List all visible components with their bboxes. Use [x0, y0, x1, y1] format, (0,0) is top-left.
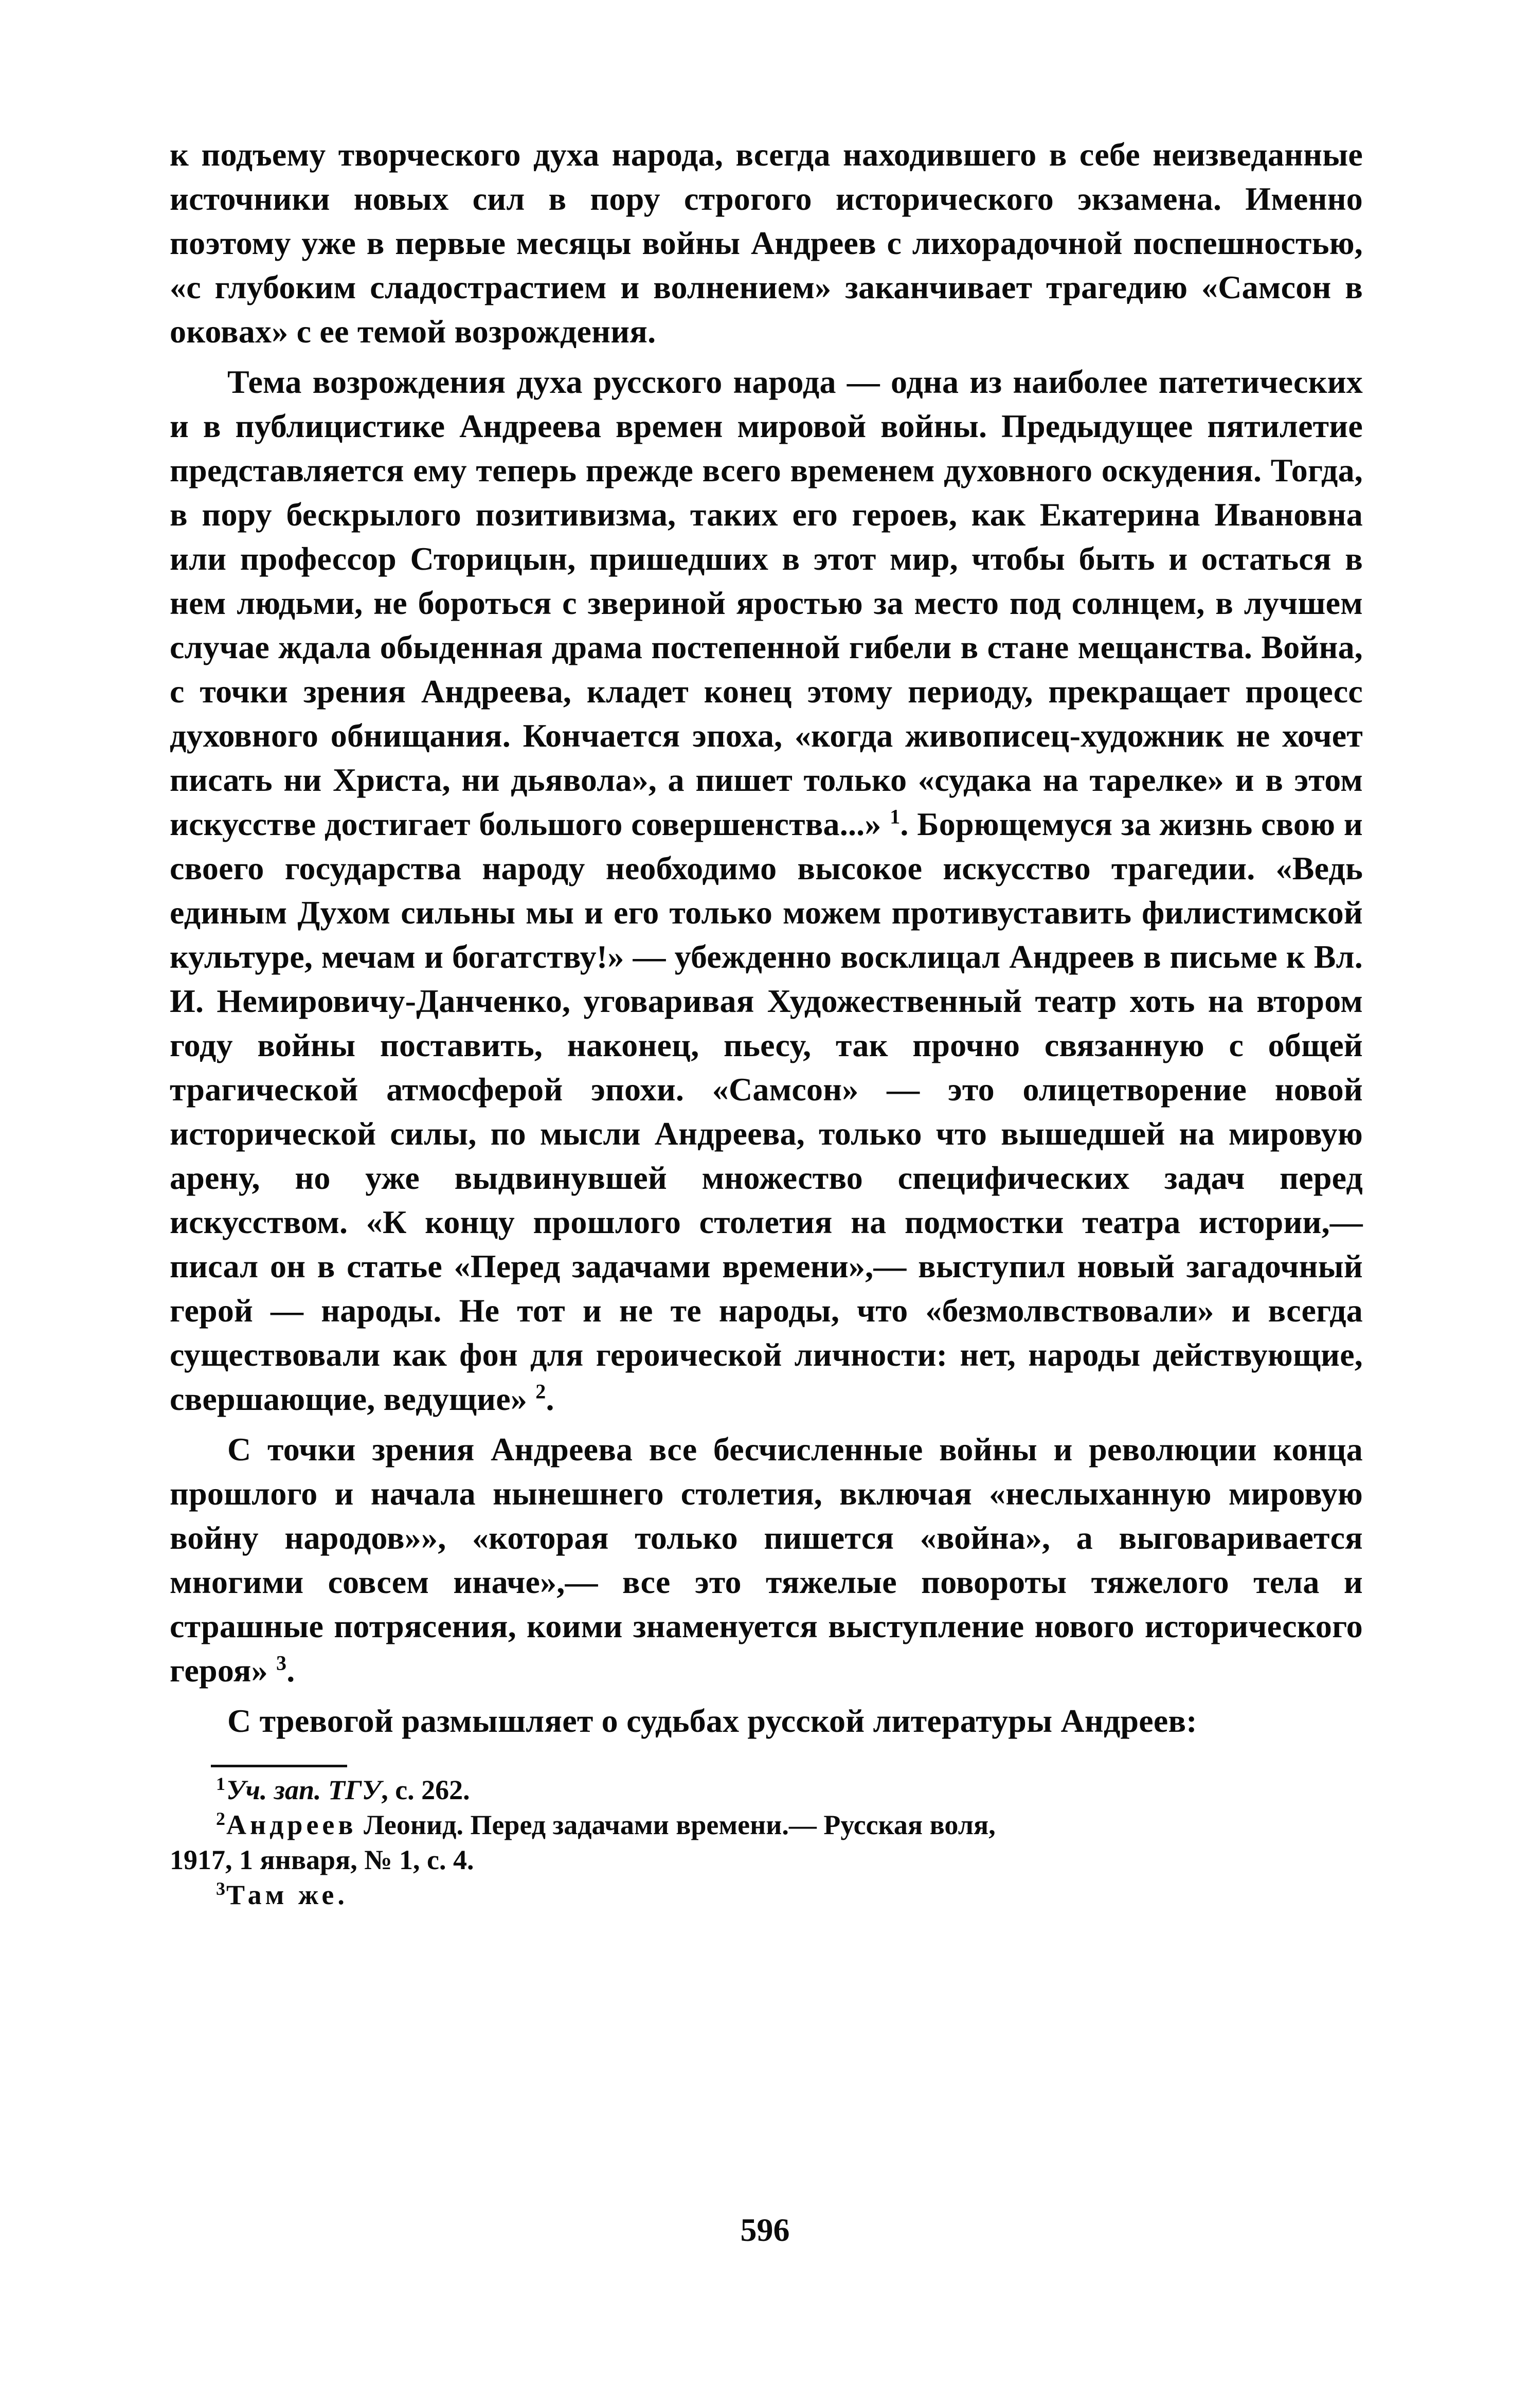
footnote-source: Уч. зап. ТГУ: [226, 1775, 382, 1805]
paragraph: [170, 1699, 1363, 1743]
footnote-text: , с. 262.: [381, 1775, 470, 1805]
footnote-text: Леонид. Перед задачами времени.— Русская воля,: [356, 1809, 996, 1840]
footnotes: [170, 1772, 1363, 1912]
footnote: 3 Там же.: [216, 1878, 348, 1910]
footnote-ref[interactable]: 3: [276, 1651, 287, 1675]
page-body: [170, 133, 1363, 1912]
paragraph-text: Тема возрождения духа русского народа — одна из наиболее патетических и в публицистике Андреева времен мировой войны. Предыдущее пятилетие представляется ему теперь прежде всего временем духовного оскудения. Тогда, в пору бескрылого позитивизма, таких его героев, как Екатерина Ивановна или профессор Сторицын, пришедших в этот мир, чтобы быть и остаться в нем людьми, не бороться с звериной яростью за место под солнцем, в лучшем случае ждала обыденная драма постепенной гибели в стане мещанства. Война, с точки зрения Андреева, кладет конец этому периоду, прекращает процесс духовного обнищания. Кончается эпоха, «когда живописец-художник не хочет писать ни Христа, ни дьявола», а пишет только «судака на тарелке» и в этом искусстве достигает большого совершенства...»: [170, 364, 1363, 842]
paragraph-text: С тревогой размышляет о судьбах русской литературы Андреев:: [227, 1703, 1197, 1739]
paragraph-text: Борющемуся за жизнь свою и своего государства народу необходимо высокое искусство трагедии. «Ведь единым Духом сильны мы и его только можем противуставить филистимской культуре, мечам и богатству!» — убежденно восклицал Андреев в письме к Вл. И. Немировичу-Данченко, уговаривая Художественный театр хоть на втором году войны поставить, наконец, пьесу, так прочно связанную с общей трагической атмосферой эпохи. «Самсон» — это олицетворение новой исторической силы, по мысли Андреева, только что вышедшей на мировую арену, но уже выдвинувшей множество специфических задач перед искусством. «К концу прошлого столетия на подмостки театра истории,— писал он в статье «Перед задачами времени»,— выступил новый загадочный герой — народы. Не тот и не те народы, что «безмолвствовали» и всегда существовали как фон для героической личности: нет, народы действующие, свершающие, ведущие»: [170, 806, 1363, 1417]
paragraph: Тема возрождения духа русского народа — одна из наиболее патетических и в публицистике Андреева времен мировой войны. Предыдущее пятилетие представляется ему теперь прежде всего временем духовного оскудения. Тогда, в пору бескрылого позитивизма, таких его героев, как Екатерина Ивановна или профессор Сторицын, пришедших в этот мир, чтобы быть и остаться в нем людьми, не бороться с звериной яростью за место под солнцем, в лучшем случае ждала обыденная драма постепенной гибели в стане мещанства. Война, с точки зрения Андреева, кладет конец этому периоду, прекращает процесс духовного обнищания. Кончается эпоха, «когда живописец-художник не хочет писать ни Христа, ни дьявола», а пишет только «судака на тарелке» и в этом искусстве достигает большого совершенства...» $^1$. Борющемуся за жизнь свою и своего государства народу необходимо высокое искусство трагедии. «Ведь единым Духом сильны мы и его только можем противуставить филистимской культуре, мечам и богатству!» — убежденно восклицал Андреев в письме к Вл. И. Немировичу-Данченко, уговаривая Художественный театр хоть на втором году войны поставить, наконец, пьесу, так прочно связанную с общей трагической атмосферой эпохи. «Самсон» — это олицетворение новой исторической силы, по мысли Андреева, только что вышедшей на мировую арену, но уже выдвинувшей множество специфических задач перед искусством. «К концу прошлого столетия на подмостки театра истории,— писал он в статье «Перед задачами времени»,— выступил новый загадочный герой — народы. Не тот и не те народы, что «безмолвствовали» и всегда существовали как фон для героической личности: нет, народы действующие, свершающие, ведущие» $^2$.: [170, 364, 1363, 1417]
footnote: 1 Уч. зап. ТГУ, с. 262.: [216, 1773, 470, 1805]
paragraph: [170, 133, 1363, 354]
footnote: 2 Андреев Леонид. Перед задачами времени.— Русская воля,: [216, 1808, 996, 1840]
footnote-text: 1917, 1 января, № 1, с. 4.: [170, 1844, 474, 1875]
footnote-ref[interactable]: 2: [535, 1380, 546, 1403]
paragraph-text: С точки зрения Андреева все бесчисленные войны и революции конца прошлого и начала нынешнего столетия, включая «неслыханную мировую войну народов»», «которая только пишется «война», а выговаривается многими совсем иначе»,— все это тяжелые повороты тяжелого тела и страшные потрясения, коими знаменуется выступление нового исторического героя»: [170, 1431, 1363, 1689]
footnote-text: Там же.: [226, 1879, 348, 1910]
page-number: 596: [740, 2212, 790, 2248]
footnote-divider: [211, 1765, 347, 1767]
paragraph: С точки зрения Андреева все бесчисленные войны и революции конца прошлого и начала нынешнего столетия, включая «неслыханную мировую войну народов»», «которая только пишется «война», а выговаривается многими совсем иначе»,— все это тяжелые повороты тяжелого тела и страшные потрясения, коими знаменуется выступление нового исторического героя» $^3$.: [170, 1431, 1363, 1689]
main-text: [170, 133, 1363, 1743]
footnote-continuation: [170, 1842, 1363, 1877]
paragraph-text: к подъему творческого духа народа, всегда находившего в себе неизведанные источники новых сил в пору строгого исторического экзамена. Именно поэтому уже в первые месяцы войны Андреев с лихорадочной поспешностью, «с глубоким сладострастием и волнением» заканчивает трагедию «Самсон в оковах» с ее темой возрождения.: [170, 136, 1363, 350]
footnote-ref[interactable]: 1: [890, 805, 901, 828]
footnote-author: Андреев: [226, 1809, 357, 1840]
